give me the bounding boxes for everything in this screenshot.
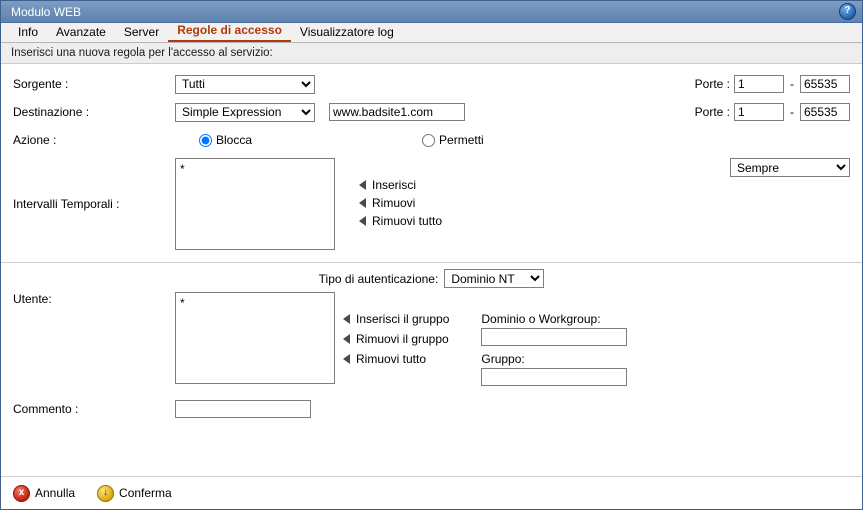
group-field-group <box>481 352 627 386</box>
domain-label: Dominio o Workgroup: <box>481 312 601 326</box>
tab-avanzate[interactable]: Avanzate <box>56 25 106 39</box>
rule-form <box>1 64 862 428</box>
destination-ports-group <box>695 103 850 121</box>
destination-label: Destinazione : <box>13 105 90 119</box>
user-fields <box>481 292 627 386</box>
intervals-insert-button[interactable] <box>359 178 442 192</box>
triangle-left-icon <box>359 198 366 208</box>
auth-label: Tipo di autenticazione: <box>318 271 439 286</box>
intervals-remove-label: Rimuovi <box>372 196 416 210</box>
schedule-select[interactable] <box>730 158 850 177</box>
domain-field-group <box>481 312 627 346</box>
intervals-label: Intervalli Temporali : <box>13 197 120 211</box>
destination-expression-input[interactable] <box>329 103 465 121</box>
destination-row <box>1 98 862 126</box>
intervals-remove-all-button[interactable] <box>359 214 442 228</box>
footer-bar <box>1 476 862 509</box>
title-bar <box>1 1 862 23</box>
destination-port-from-input[interactable] <box>734 103 784 121</box>
destination-ports-dash: - <box>790 105 794 119</box>
action-block-label: Blocca <box>216 133 253 147</box>
instruction-text: Inserisci una nuova regola per l'accesso al servizio: <box>1 43 862 64</box>
intervals-remove-button[interactable] <box>359 196 442 210</box>
triangle-left-icon <box>359 180 366 190</box>
action-allow-radio-input[interactable] <box>422 134 435 147</box>
source-ports-label: Porte : <box>694 77 730 91</box>
user-remove-group-label: Rimuovi il gruppo <box>356 332 449 346</box>
source-port-to-input[interactable] <box>800 75 850 93</box>
destination-port-to-input[interactable] <box>800 103 850 121</box>
cancel-icon: x <box>13 485 30 502</box>
intervals-listbox[interactable] <box>175 158 335 250</box>
help-icon[interactable]: ? <box>839 3 856 20</box>
comment-row <box>1 394 862 428</box>
intervals-insert-label: Inserisci <box>372 178 417 192</box>
user-remove-all-label: Rimuovi tutto <box>356 352 427 366</box>
action-block-radio-input[interactable] <box>199 134 212 147</box>
triangle-left-icon <box>359 216 366 226</box>
source-row <box>1 70 862 98</box>
source-ports-dash: - <box>790 77 794 91</box>
comment-input[interactable] <box>175 400 311 418</box>
user-block <box>1 290 862 394</box>
group-label: Gruppo: <box>481 352 525 366</box>
cancel-button[interactable] <box>13 485 75 502</box>
destination-select[interactable] <box>175 103 315 122</box>
triangle-left-icon <box>343 354 350 364</box>
user-insert-group-label: Inserisci il gruppo <box>356 312 450 326</box>
triangle-left-icon <box>343 314 350 324</box>
user-list-item[interactable]: * <box>180 296 185 310</box>
action-block-radio[interactable] <box>199 133 252 147</box>
auth-type-select[interactable] <box>444 269 544 288</box>
user-actions <box>343 292 449 386</box>
user-remove-group-button[interactable] <box>343 332 449 346</box>
user-insert-group-button[interactable] <box>343 312 449 326</box>
tab-regole-di-accesso[interactable]: Regole di accesso <box>168 21 291 42</box>
triangle-left-icon <box>343 334 350 344</box>
group-input[interactable] <box>481 368 627 386</box>
user-listbox[interactable] <box>175 292 335 384</box>
domain-input[interactable] <box>481 328 627 346</box>
intervals-block <box>1 154 862 260</box>
auth-row <box>1 263 862 290</box>
action-allow-radio[interactable] <box>422 133 484 147</box>
action-allow-label: Permetti <box>439 133 484 147</box>
intervals-list-item[interactable]: * <box>180 162 185 176</box>
user-remove-all-button[interactable] <box>343 352 449 366</box>
window-title: Modulo WEB <box>11 4 82 19</box>
action-row <box>1 126 862 154</box>
intervals-actions <box>359 158 442 250</box>
schedule-group <box>730 158 850 177</box>
source-ports-group <box>695 75 850 93</box>
tab-info[interactable]: Info <box>18 25 39 39</box>
confirm-label: Conferma <box>119 486 172 500</box>
tab-visualizzatore-log[interactable]: Visualizzatore log <box>299 25 394 39</box>
tab-server[interactable]: Server <box>123 25 160 39</box>
comment-label: Commento : <box>13 402 79 416</box>
destination-ports-label: Porte : <box>694 105 730 119</box>
intervals-remove-all-label: Rimuovi tutto <box>372 214 443 228</box>
user-label: Utente: <box>13 292 52 306</box>
source-select[interactable] <box>175 75 315 94</box>
confirm-button[interactable] <box>97 485 172 502</box>
cancel-label: Annulla <box>35 486 76 500</box>
action-label: Azione : <box>13 133 57 147</box>
tab-bar <box>1 23 862 43</box>
confirm-icon: ↓ <box>97 485 114 502</box>
source-port-from-input[interactable] <box>734 75 784 93</box>
source-label: Sorgente : <box>13 77 69 91</box>
